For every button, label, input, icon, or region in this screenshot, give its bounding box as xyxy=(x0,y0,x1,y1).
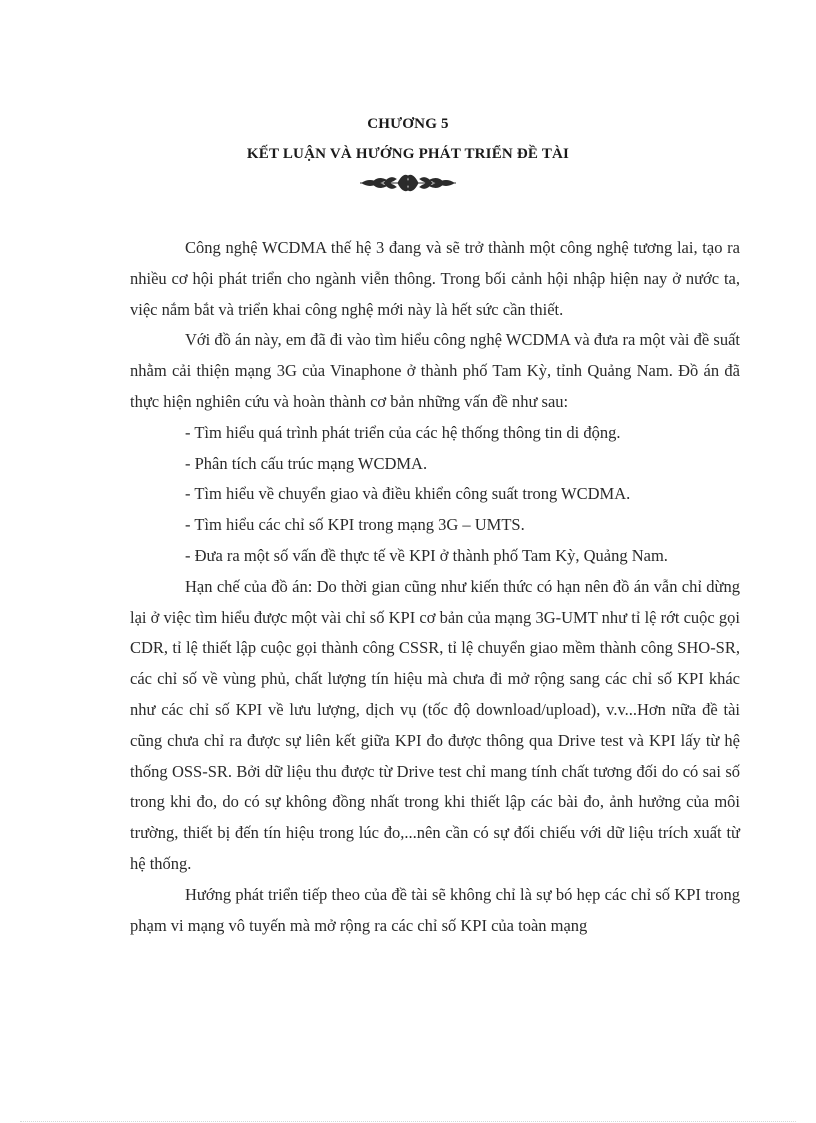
paragraph-scope: Với đồ án này, em đã đi vào tìm hiểu công nghệ WCDMA và đưa ra một vài đề suất nhằm cải thiện mạng 3G của Vinaphone ở thành phố Tam Kỳ, tỉnh Quảng Nam. Đồ án đã thực hiện nghiên cứu và hoàn thành cơ bản những vấn đề như sau: xyxy=(130,330,740,411)
paragraph-intro: Công nghệ WCDMA thế hệ 3 đang và sẽ trở thành một công nghệ tương lai, tạo ra nhiều cơ hội phát triển cho ngành viễn thông. Trong bối cảnh hội nhập hiện nay ở nước ta, việc nắm bắt và triển khai công nghệ mới này là hết sức cần thiết. xyxy=(130,238,740,319)
paragraph-future-work: Hướng phát triển tiếp theo của đề tài sẽ không chỉ là sự bó hẹp các chỉ số KPI trong phạm vi mạng vô tuyến mà mở rộng ra các chỉ số KPI của toàn mạng xyxy=(130,884,740,935)
chapter-number: CHƯƠNG 5 xyxy=(367,116,449,132)
chapter-title: KẾT LUẬN VÀ HƯỚNG PHÁT TRIỂN ĐỀ TÀI xyxy=(246,146,570,162)
list-item: - Phân tích cấu trúc mạng WCDMA. xyxy=(185,453,428,473)
list-item: - Tìm hiểu các chỉ số KPI trong mạng 3G – UMTS. xyxy=(185,515,525,535)
paragraph-limitations: Hạn chế của đồ án: Do thời gian cũng như kiến thức có hạn nên đồ án vẫn chỉ dừng lại ở việc tìm hiểu được một vài chỉ số KPI cơ bản của mạng 3G-UMT như tỉ lệ rớt cuộc gọi CDR, tỉ lệ thiết lập cuộc gọi thành công CSSR, tỉ lệ chuyển giao mềm thành công SHO-SR, các chỉ số về vùng phủ, chất lượng tín hiệu mà chưa đi mở rộng sang các chỉ số KPI khác như các chỉ số KPI về lưu lượng, dịch vụ (tốc độ download/upload), v.v...Hơn nữa đề tài cũng chưa chỉ ra được sự liên kết giữa KPI đo được thông qua Drive test và KPI lấy từ hệ thống OSS-SR. Bởi dữ liệu thu được từ Drive test chỉ mang tính chất tương đối do có sai số trong khi đo, do có sự không đồng nhất trong khi thiết lập các bài đo, ảnh hưởng của môi trường, thiết bị đến tín hiệu trong lúc đo,...nên cần có sự đối chiếu với dữ liệu trích xuất từ hệ thống. xyxy=(130,576,740,873)
list-item: - Tìm hiểu quá trình phát triển của các hệ thống thông tin di động. xyxy=(185,422,621,442)
footer-divider xyxy=(20,1121,796,1122)
chapter-body xyxy=(130,233,740,941)
floral-divider-icon xyxy=(358,170,458,196)
list-item: - Tìm hiểu về chuyển giao và điều khiển công suất trong WCDMA. xyxy=(185,484,631,504)
list-item: - Đưa ra một số vấn đề thực tế về KPI ở thành phố Tam Kỳ, Quảng Nam. xyxy=(185,545,668,565)
